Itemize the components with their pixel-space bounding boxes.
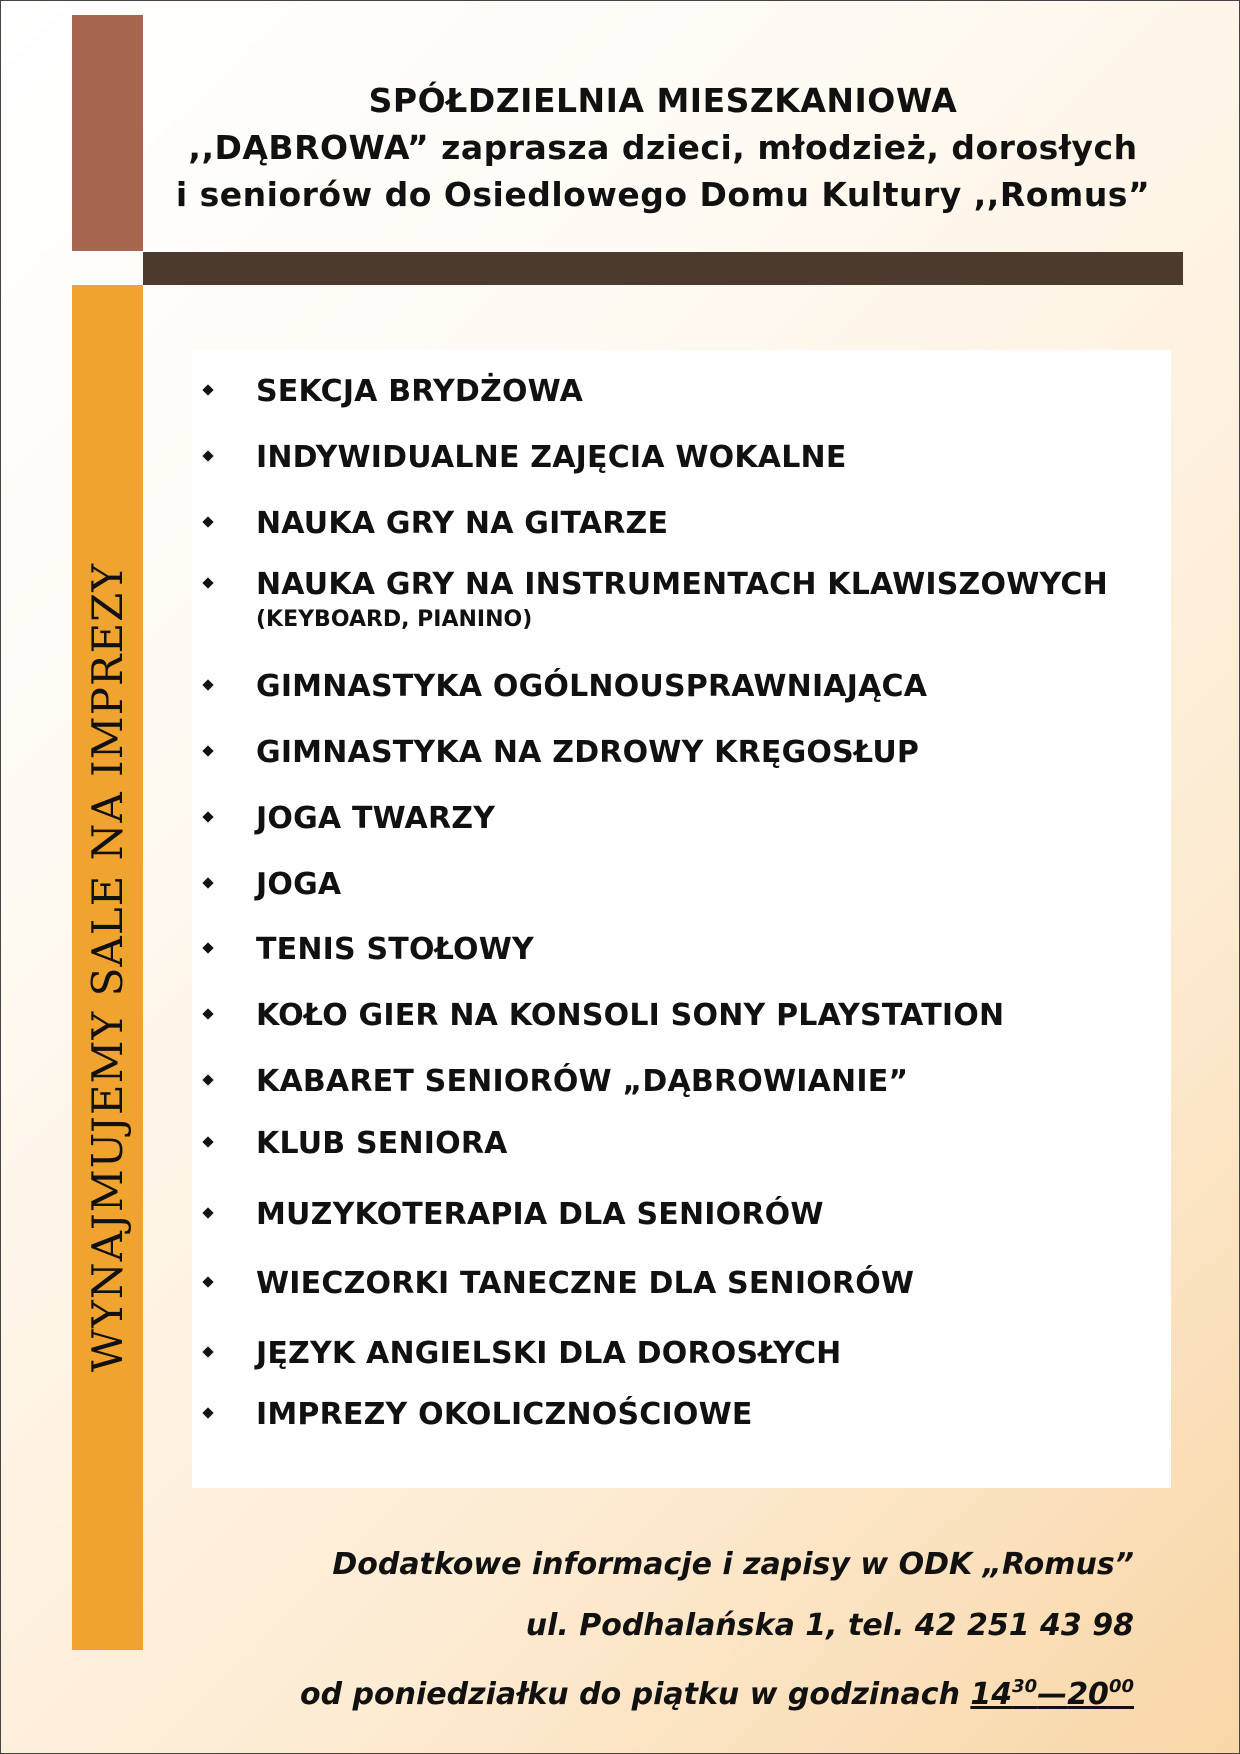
hours-separator: — bbox=[1037, 1677, 1068, 1712]
decorative-bar-dark bbox=[143, 252, 1183, 285]
activity-label: JOGA bbox=[256, 867, 342, 902]
activity-label: KABARET SENIORÓW „DĄBROWIANIE” bbox=[256, 1064, 909, 1099]
activity-label: IMPREZY OKOLICZNOŚCIOWE bbox=[256, 1397, 753, 1432]
activity-label: MUZYKOTERAPIA DLA SENIORÓW bbox=[256, 1197, 824, 1232]
title-line-2: ,,DĄBROWA” zaprasza dzieci, młodzież, dorosłych bbox=[188, 128, 1138, 167]
activity-label: JOGA TWARZY bbox=[256, 801, 496, 836]
title-line-3: i seniorów do Osiedlowego Domu Kultury ,,Romus” bbox=[175, 175, 1151, 214]
footer-info: Dodatkowe informacje i zapisy w ODK „Romus” bbox=[332, 1547, 1134, 1582]
footer-hours bbox=[234, 1669, 1134, 1713]
side-banner-text: WYNAJMUJEMY SALE NA IMPREZY bbox=[83, 562, 132, 1373]
footer-address: ul. Podhalańska 1, tel. 42 251 43 98 bbox=[525, 1608, 1134, 1643]
activity-label: KLUB SENIORA bbox=[256, 1126, 508, 1161]
hours-start-minutes: 30 bbox=[1012, 1676, 1038, 1697]
activity-label: TENIS STOŁOWY bbox=[256, 932, 534, 967]
activity-label: INDYWIDUALNE ZAJĘCIA WOKALNE bbox=[256, 440, 847, 475]
activity-label: NAUKA GRY NA GITARZE bbox=[256, 506, 669, 541]
activity-label: GIMNASTYKA NA ZDROWY KRĘGOSŁUP bbox=[256, 735, 920, 770]
opening-hours bbox=[970, 1677, 1134, 1712]
hours-prefix: od poniedziałku do piątku w godzinach bbox=[300, 1677, 971, 1712]
activity-label: WIECZORKI TANECZNE DLA SENIORÓW bbox=[256, 1266, 915, 1301]
title-line-1: SPÓŁDZIELNIA MIESZKANIOWA bbox=[368, 81, 958, 120]
activity-label: GIMNASTYKA OGÓLNOUSPRAWNIAJĄCA bbox=[256, 669, 928, 704]
activity-label: SEKCJA BRYDŻOWA bbox=[256, 374, 584, 409]
activity-label: JĘZYK ANGIELSKI DLA DOROSŁYCH bbox=[256, 1336, 842, 1371]
activity-label: KOŁO GIER NA KONSOLI SONY PLAYSTATION bbox=[256, 998, 1005, 1033]
hours-end-minutes: 00 bbox=[1108, 1676, 1134, 1697]
decorative-bar-brown bbox=[72, 15, 143, 251]
activity-sublabel: (KEYBOARD, PIANINO) bbox=[256, 607, 533, 632]
hours-start-hour: 14 bbox=[970, 1677, 1013, 1712]
side-banner bbox=[72, 285, 143, 1650]
page-title bbox=[143, 77, 1183, 218]
hours-end-hour: 20 bbox=[1067, 1677, 1109, 1712]
activity-label: NAUKA GRY NA INSTRUMENTACH KLAWISZOWYCH bbox=[256, 567, 1108, 602]
